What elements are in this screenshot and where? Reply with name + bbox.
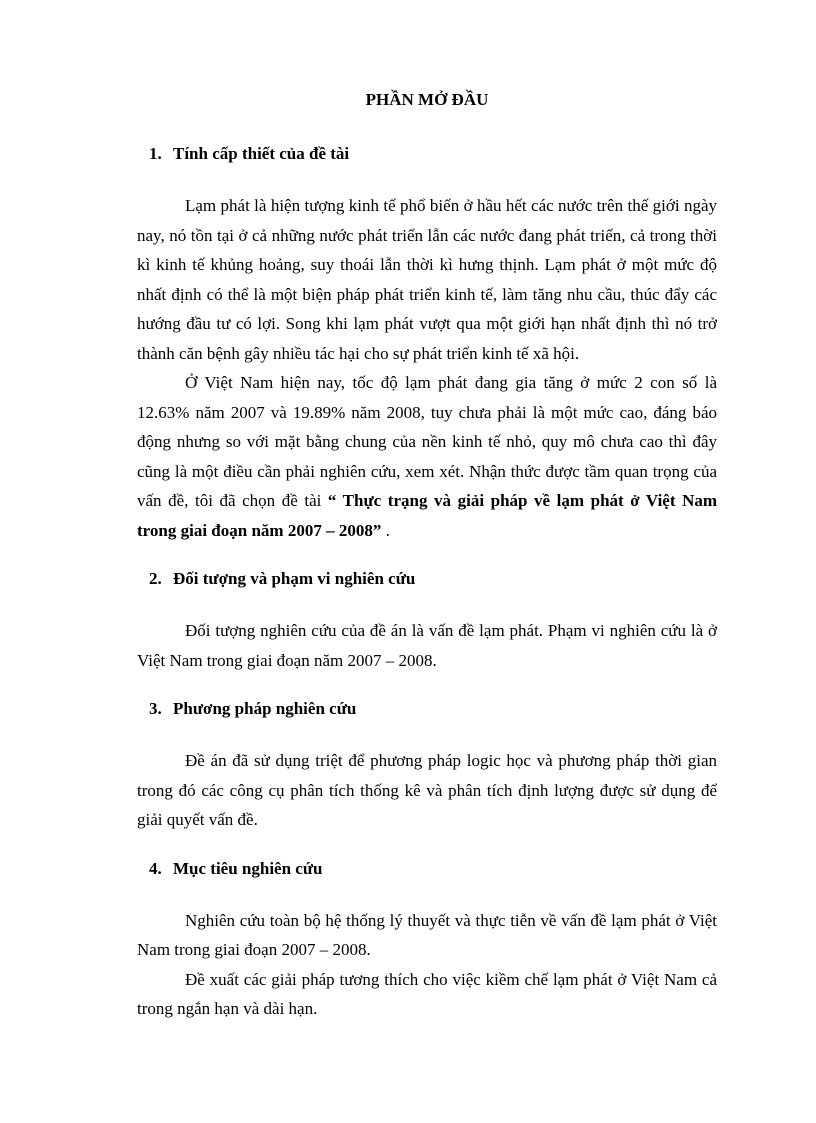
page-title: PHẦN MỞ ĐẦU xyxy=(365,90,489,109)
paragraph: Đề án đã sử dụng triệt để phương pháp logic học và phương pháp thời gian trong đó các công cụ phân tích thống kê và phân tích định lượng được sử dụng để giải quyết vấn đề. xyxy=(137,751,717,829)
section-number: 2. xyxy=(149,569,162,588)
section-heading-2 xyxy=(137,567,717,591)
section-title: Mục tiêu nghiên cứu xyxy=(173,858,323,878)
paragraph: Nghiên cứu toàn bộ hệ thống lý thuyết và thực tiễn về vấn đề lạm phát ở Việt Nam trong giai đoạn 2007 – 2008. xyxy=(137,910,717,959)
paragraph: Lạm phát là hiện tượng kinh tế phổ biến ở hầu hết các nước trên thế giới ngày nay, nó tồn tại ở cả những nước phát triển lẫn các nước đang phát triển, cả trong thời kì kinh tế khủng hoảng, suy thoái lẫn thời kì hưng thịnh. Lạm phát ở một mức độ nhất định có thể là một biện pháp phát triển kinh tế, làm tăng nhu cầu, thúc đẩy các hướng đầu tư có lợi. Song khi lạm phát vượt qua một giới hạn nhất định thì nó trở thành căn bệnh gây nhiều tác hại cho sự phát triển kinh tế xã hội. xyxy=(137,196,717,363)
paragraph-with-topic xyxy=(137,368,717,545)
section-heading-3 xyxy=(137,697,717,721)
paragraph-text: Ở Việt Nam hiện nay, tốc độ lạm phát đang gia tăng ở mức 2 con số là 12.63% năm 2007 và 19.89% năm 2008, tuy chưa phải là một mức cao, đáng báo động nhưng so với mặt bằng chung của nền kinh tế nhỏ, quy mô chưa cao thì đây cũng là một điều cần phải nghiên cứu, xem xét. Nhận thức được tầm quan trọng của vấn đề, tôi đã chọn đề tài xyxy=(137,373,717,510)
paragraph: Đối tượng nghiên cứu của đề án là vấn đề lạm phát. Phạm vi nghiên cứu là ở Việt Nam trong giai đoạn năm 2007 – 2008. xyxy=(137,621,717,670)
section-title: Tính cấp thiết của đề tài xyxy=(173,144,350,163)
section-number: 1. xyxy=(149,144,162,163)
section-title: Phương pháp nghiên cứu xyxy=(173,699,357,718)
section-heading-1 xyxy=(137,142,717,166)
section-number: 4. xyxy=(149,858,162,878)
document-page xyxy=(137,88,717,1024)
topic-end: . xyxy=(381,520,390,540)
section-heading-4 xyxy=(137,857,717,881)
topic-title: “ Thực trạng và giải pháp về lạm phát ở Việt Nam trong giai đoạn năm 2007 – 2008” xyxy=(137,491,718,540)
paragraph: Đề xuất các giải pháp tương thích cho việc kiềm chế lạm phát ở Việt Nam cả trong ngắn hạn và dài hạn. xyxy=(137,969,717,1018)
section-title: Đối tượng và phạm vi nghiên cứu xyxy=(173,569,416,588)
section-number: 3. xyxy=(149,699,162,718)
